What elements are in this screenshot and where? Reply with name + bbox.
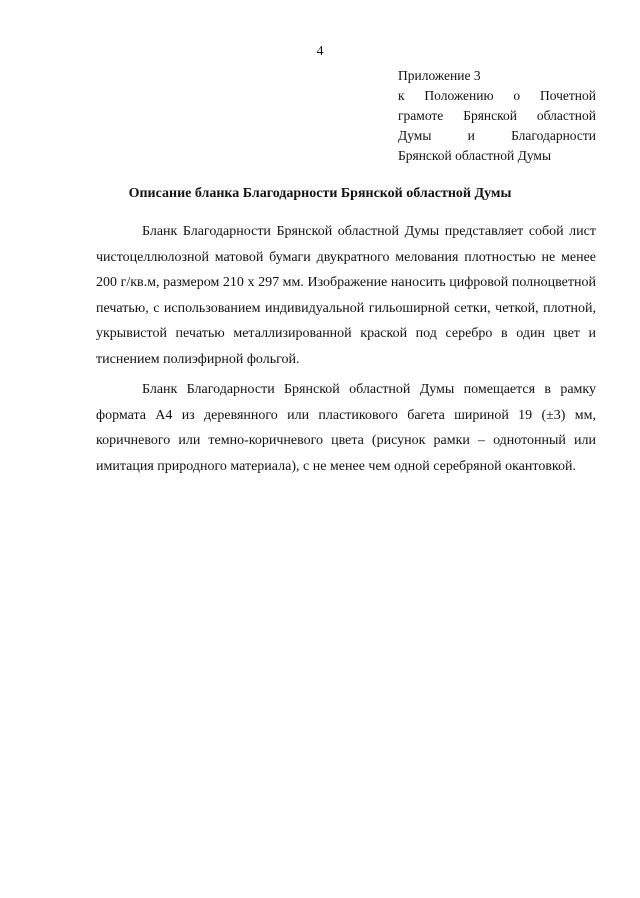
appendix-line: к Положению о Почетной <box>398 88 596 103</box>
appendix-line: Думы и Благодарности <box>398 128 596 143</box>
document-title: Описание бланка Благодарности Брянской областной Думы <box>128 186 512 201</box>
appendix-line: Брянской областной Думы <box>398 148 552 163</box>
page-number: 4 <box>316 44 324 59</box>
document-body <box>96 219 596 484</box>
appendix-header <box>398 66 596 166</box>
body-paragraph: Бланк Благодарности Брянской областной Думы представляет собой лист чистоцеллюлозной матовой бумаги двукратного мелования плотностью не менее 200 г/кв.м, размером 210 х 297 мм. Изображение наносить цифровой полноцветной печатью, с использованием индивидуальной гильоширной сетки, четкой, плотной, укрывистой печатью металлизированной краской под серебро в один цвет и тиснением полиэфирной фольгой. <box>96 224 596 367</box>
body-paragraph: Бланк Благодарности Брянской областной Думы помещается в рамку формата А4 из деревянного или пластикового багета шириной 19 (±3) мм, коричневого или темно-коричневого цвета (рисунок рамки – однотонный или имитация природного материала), с не менее чем одной серебряной окантовкой. <box>96 382 596 474</box>
appendix-line: Приложение 3 <box>398 68 481 83</box>
appendix-line: грамоте Брянской областной <box>398 108 596 123</box>
